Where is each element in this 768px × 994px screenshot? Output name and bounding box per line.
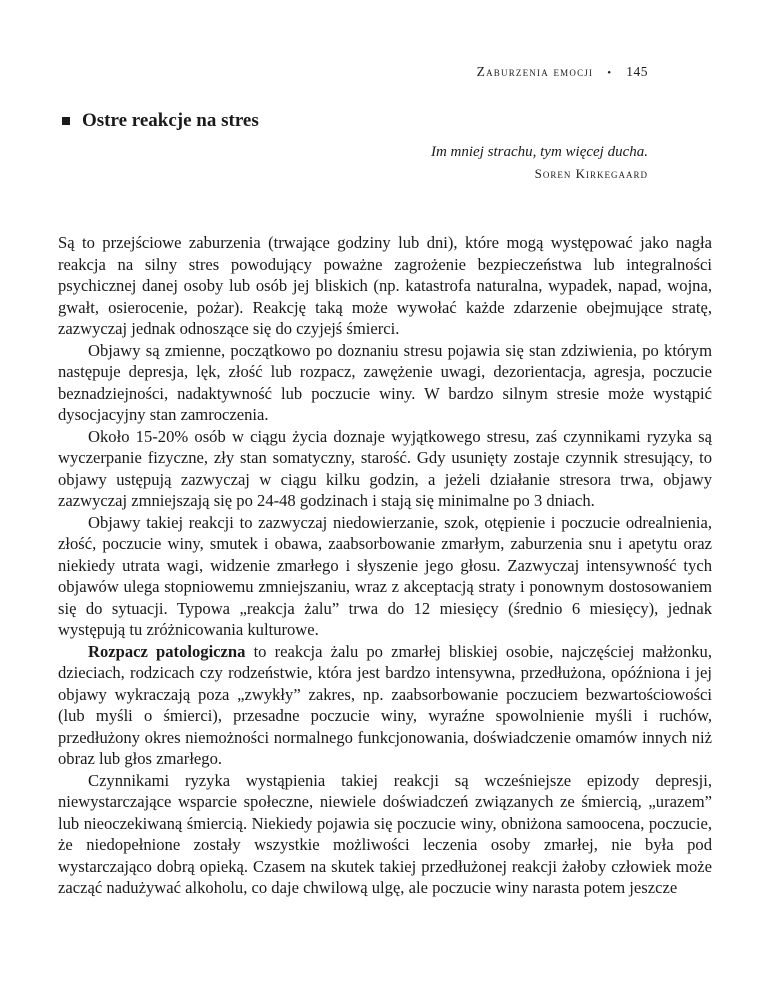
- paragraph: [58, 512, 712, 641]
- paragraph: [58, 232, 712, 340]
- chapter-title: Zaburzenia emocji: [476, 64, 594, 79]
- paragraph-text: to reakcja żalu po zmarłej bliskiej osobie, najczęściej małżonku, dzieciach, rodzicach czy rodzeństwie, która jest bardzo intensywna, przedłużona, opóźniona i jej objawy wykraczają poza „zwykły” zakres, np. zaabsorbowanie poczuciem bezwartościowości (lub myśli o śmierci), przesadne poczucie winy, wyraźne spowolnienie myśli i ruchów, przedłużony okres niemożności normalnego funkcjonowania, doświadczenie omamów innych niż obraz lub głos zmarłego.: [58, 641, 713, 768]
- paragraph-text: Są to przejściowe zaburzenia (trwające godziny lub dni), które mogą występować jako nagła reakcja na silny stres powodujący poważne zagrożenie bezpieczeństwa lub integralności psychicznej danej osoby lub osób jej bliskich (np. katastrofa naturalna, wypadek, napad, wojna, gwałt, osierocenie, pożar). Reakcję taką może wywołać każde zdarzenie obejmujące stratę, zazwyczaj jednak odnoszące się do czyjejś śmierci.: [58, 233, 712, 338]
- epigraph: [431, 141, 648, 182]
- term-highlight: Rozpacz patologiczna: [88, 641, 246, 661]
- section-heading: [62, 110, 259, 132]
- paragraph-text: Czynnikami ryzyka wystąpienia takiej reakcji są wcześniejsze epizody depresji, niewystarczające wsparcie społeczne, niewiele doświadczeń związanych ze śmiercią, „urazem” lub nieoczekiwaną śmiercią. Niekiedy pojawia się poczucie winy, obniżona samoocena, poczucie, że niedopełnione zostały wszystkie możliwości leczenia osoby zmarłej, nie była pod wystarczająco dobrą opieką. Czasem na skutek takiej przedłużonej reakcji żałoby człowiek może zacząć nadużywać alkoholu, co daje chwilową ulgę, ale poczucie winy narasta potem jeszcze: [58, 770, 712, 897]
- running-header: [120, 64, 648, 80]
- paragraph: [58, 641, 712, 770]
- epigraph-author: Soren Kirkegaard: [534, 166, 648, 181]
- paragraph: [58, 426, 712, 512]
- header-separator: •: [607, 67, 613, 79]
- epigraph-quote: Im mniej strachu, tym więcej ducha.: [430, 144, 648, 160]
- paragraph-text: Objawy takiej reakcji to zazwyczaj niedowierzanie, szok, otępienie i poczucie odrealnienia, złość, poczucie winy, smutek i obawa, zaabsorbowanie zmarłym, zaburzenia snu i apetytu oraz niekiedy utrata wagi, widzenie zmarłego i słyszenie jego głosu. Zazwyczaj intensywność tych objawów ulega stopniowemu zmniejszaniu, wraz z akceptacją straty i ponownym dostosowaniem się do sytuacji. Typowa „reakcja żalu” trwa do 12 miesięcy (średnio 6 miesięcy), jednak występują tu zróżnicowania kulturowe.: [58, 512, 712, 639]
- page-number: 145: [626, 64, 648, 79]
- body-text: [58, 232, 712, 899]
- paragraph-text: Objawy są zmienne, początkowo po doznaniu stresu pojawia się stan zdziwienia, po którym następuje depresja, lęk, złość lub rozpacz, zawężenie uwagi, dezorientacja, agresja, poczucie beznadziejności, nadaktywność lub poczucie winy. W bardzo silnym stresie może wystąpić dysocjacyjny stan zamroczenia.: [58, 340, 712, 424]
- paragraph: [58, 770, 712, 899]
- square-bullet-icon: [62, 117, 70, 125]
- paragraph-text: Około 15-20% osób w ciągu życia doznaje wyjątkowego stresu, zaś czynnikami ryzyka są wyczerpanie fizyczne, zły stan somatyczny, starość. Gdy usunięty zostaje czynnik stresujący, to objawy ustępują zazwyczaj w ciągu kilku godzin, a jeżeli działanie stresora trwa, objawy zazwyczaj zmniejszają się po 24-48 godzinach i stają się minimalne po 3 dniach.: [58, 426, 712, 510]
- section-title: Ostre reakcje na stres: [82, 110, 259, 131]
- paragraph: [58, 340, 712, 426]
